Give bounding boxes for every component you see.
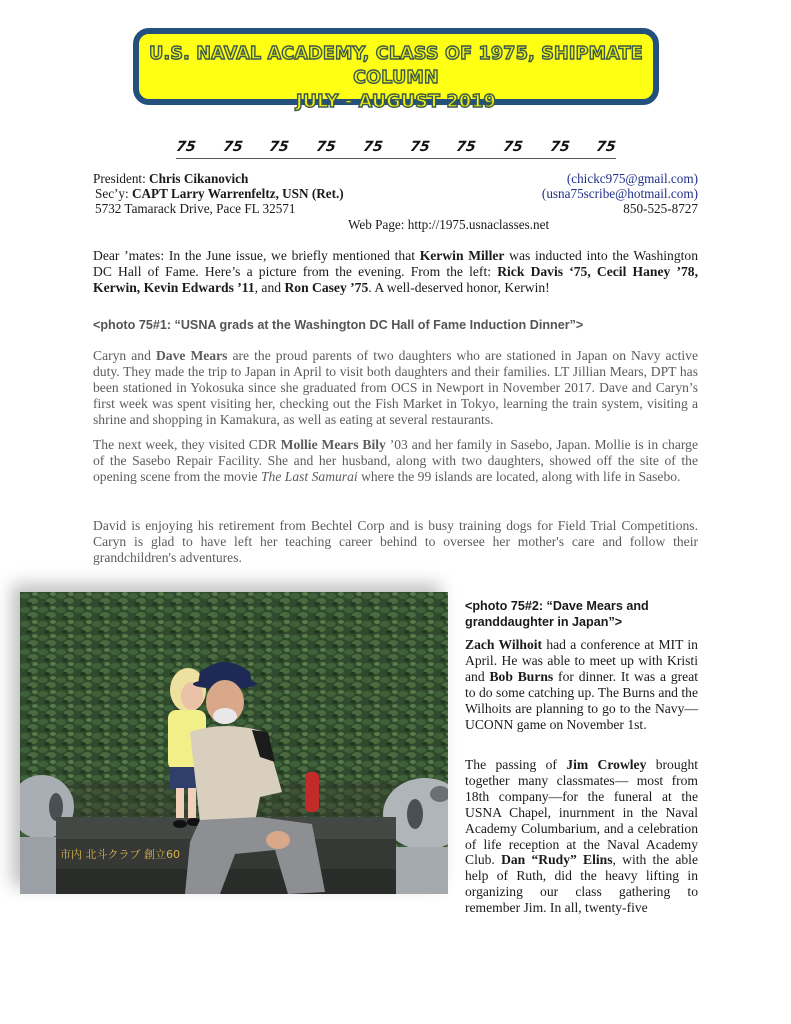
secretary-label: Sec’y: xyxy=(95,186,132,201)
text: . A well-deserved honor, Kerwin! xyxy=(368,280,550,295)
class-mark: 75 xyxy=(455,139,478,155)
text: Dear ’mates: In the June issue, we briefly mentioned that xyxy=(93,248,420,263)
president-name: Chris Cikanovich xyxy=(149,171,249,186)
president-email[interactable]: (chickc975@gmail.com) xyxy=(566,171,698,186)
secretary-name: CAPT Larry Warrenfeltz, USN (Ret.) xyxy=(132,186,344,201)
text: The passing of xyxy=(465,757,567,772)
class-mark: 75 xyxy=(408,139,431,155)
name-highlight: Rick Davis ‘75, Cecil Haney ’78, Kerwin, Kevin Edwards ’11 xyxy=(93,264,698,295)
photo-caption-2: <photo 75#2: “Dave Mears and granddaughter in Japan”> xyxy=(465,599,649,629)
text: , with the able help of Ruth, did the heavy lifting in organizing our class gathering to remember Jim. In all, twenty-five xyxy=(465,852,698,916)
class-mark: 75 xyxy=(315,139,337,155)
paragraph-dave-mears xyxy=(93,348,698,428)
masthead-issue-date: JULY - AUGUST 2019 xyxy=(296,92,496,112)
name-highlight: Jim Crowley xyxy=(566,757,647,772)
text: was inducted into the Washington DC Hall of Fame. Here’s a picture from the evening. From the left: xyxy=(93,248,698,279)
text: brought together many classmates— most from 18th company—for the funeral at the USNA Chapel, inurnment in the Naval Academy Columbarium, and a celebration of life reception at the Naval Academy Club. xyxy=(465,757,699,868)
class-mark: 75 xyxy=(548,139,571,155)
name-highlight: Bob Burns xyxy=(489,668,554,684)
name-highlight: Dan “Rudy” Elins xyxy=(501,852,613,868)
class-mark: 75 xyxy=(502,139,524,155)
paragraph-david-retirement: David is enjoying his retirement from Bechtel Corp and is busy training dogs for Field Trial Competitions. Caryn is glad to have left her teaching career behind to oversee her mother's care and follow their grandchildren's adventures. xyxy=(93,518,698,565)
paragraph-mollie-mears xyxy=(93,437,698,485)
web-page-link[interactable]: Web Page: http://1975.usnaclasses.net xyxy=(348,217,550,232)
class-mark: 75 xyxy=(175,139,197,155)
masthead-title: U.S. NAVAL ACADEMY, CLASS OF 1975, SHIPMATE COLUMN xyxy=(149,44,643,88)
photo-dave-mears-granddaughter xyxy=(20,592,448,894)
photo-illustration xyxy=(20,592,448,894)
text: had a conference at MIT in April. He was able to meet up with Kristi and xyxy=(465,637,698,684)
bench-inscription: 市内 北斗クラブ 創立60 xyxy=(60,848,180,861)
class-mark: 75 xyxy=(221,139,244,155)
movie-title: The Last Samurai xyxy=(260,469,358,484)
president-line xyxy=(93,171,248,186)
paragraph-zach-wilhoit xyxy=(465,637,698,732)
text: are the proud parents of two daughters who are stationed in Japan on Navy active duty. They made the trip to Japan in April to visit both daughters and their families. LT Jillian Mears, DPT has been stationed in Yokosuka since she graduated from OCS in Newport in November 2017. Dave and Caryn’s first week was spent visiting her, checking out the Fish Market in Tokyo, learning the train system, visiting a shrine and shopping in Kamakura, as well as eating at several restaurants. xyxy=(93,348,698,427)
text: , and xyxy=(254,280,285,295)
name-highlight: Ron Casey ’75 xyxy=(284,280,369,295)
text: for dinner. It was a great to do some catching up. The Burns and the Wilhoits are planning to go to the Navy—UCONN game on November 1st. xyxy=(465,668,699,732)
class-year-divider xyxy=(176,138,616,159)
text: Caryn and xyxy=(93,348,156,363)
name-highlight: Kerwin Miller xyxy=(419,248,505,263)
text: ’03 and her family in Sasebo, Japan. Mollie is in charge of the Sasebo Repair Facility. She and her husband, along with two daughters, showed off the site of the opening scene from the movie xyxy=(93,437,698,484)
photo-caption-1: <photo 75#1: “USNA grads at the Washington DC Hall of Fame Induction Dinner”> xyxy=(93,318,584,332)
name-highlight: Mollie Mears Bily xyxy=(280,437,386,452)
secretary-line xyxy=(95,186,344,201)
name-highlight: Zach Wilhoit xyxy=(465,637,543,652)
text: The next week, they visited CDR xyxy=(93,437,281,452)
masthead-banner xyxy=(133,28,659,112)
class-mark: 75 xyxy=(595,139,618,155)
class-mark: 75 xyxy=(361,139,384,155)
mailing-address: 5732 Tamarack Drive, Pace FL 32571 xyxy=(95,201,296,216)
name-highlight: Dave Mears xyxy=(155,348,228,363)
text: where the 99 islands are located, along with life in Sasebo. xyxy=(357,469,681,484)
paragraph-jim-crowley xyxy=(465,757,698,916)
president-label: President: xyxy=(93,171,150,186)
phone-number: 850-525-8727 xyxy=(623,201,698,216)
class-mark: 75 xyxy=(268,139,291,155)
secretary-email[interactable]: (usna75scribe@hotmail.com) xyxy=(541,186,698,201)
paragraph-kerwin-miller xyxy=(93,248,698,296)
